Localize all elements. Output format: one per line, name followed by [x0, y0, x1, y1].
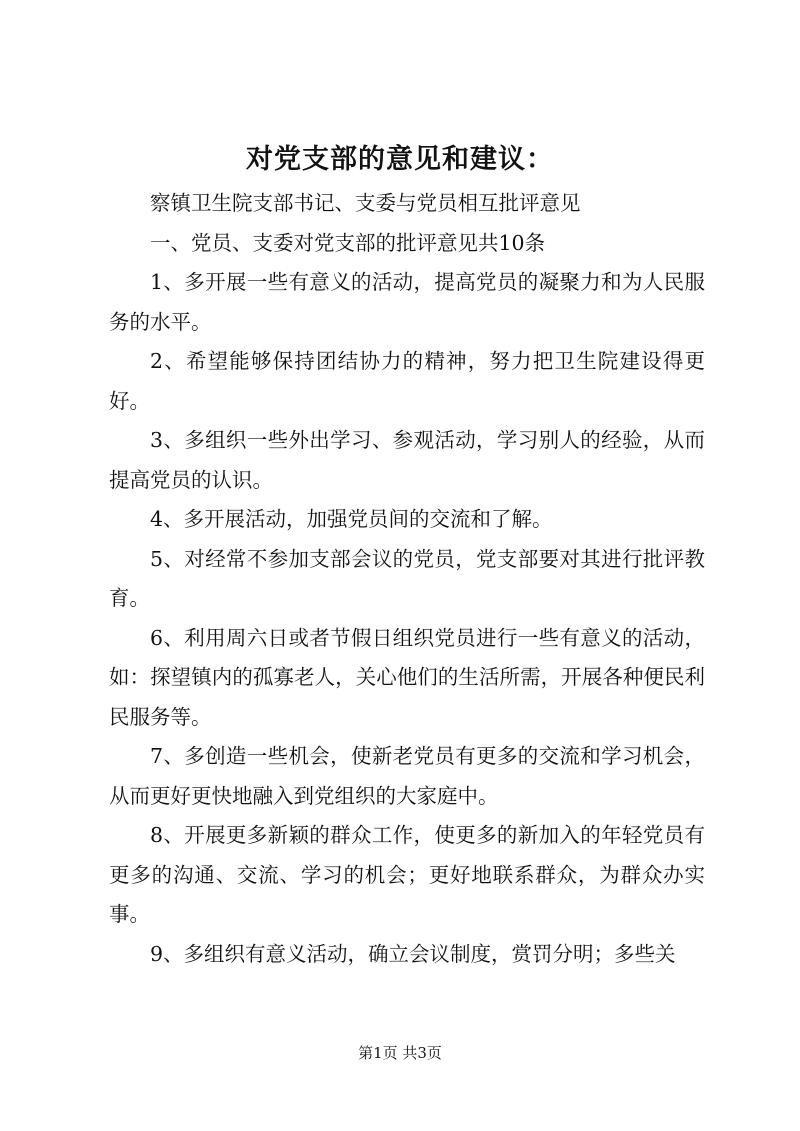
paragraph: 6、利用周六日或者节假日组织党员进行一些有意义的活动，如：探望镇内的孤寡老人，关心他们的生活所需，开展各种便民利民服务等。 [109, 625, 705, 729]
document-title: 对党支部的意见和建议： [246, 144, 554, 175]
paragraph: 3、多组织一些外出学习、参观活动，学习别人的经验，从而提高党员的认识。 [109, 428, 705, 492]
paragraph: 1、多开展一些有意义的活动，提高党员的凝聚力和为人民服务的水平。 [109, 270, 705, 334]
paragraph: 察镇卫生院支部书记、支委与党员相互批评意见 [150, 191, 581, 215]
paragraph: 一、党员、支委对党支部的批评意见共10条 [150, 230, 546, 255]
paragraph: 4、多开展活动，加强党员间的交流和了解。 [150, 507, 553, 531]
document-body [109, 184, 705, 974]
paragraph: 5、对经常不参加支部会议的党员，党支部要对其进行批评教育。 [109, 546, 705, 610]
page-number-footer: 第1页 共3页 [358, 1044, 442, 1062]
paragraph: 2、希望能够保持团结协力的精神，努力把卫生院建设得更好。 [109, 349, 705, 413]
paragraph: 8、开展更多新颖的群众工作，使更多的新加入的年轻党员有更多的沟通、交流、学习的机会；更好地联系群众，为群众办实事。 [109, 823, 705, 926]
paragraph: 7、多创造一些机会，使新老党员有更多的交流和学习机会，从而更好更快地融入到党组织的大家庭中。 [109, 744, 705, 808]
paragraph: 9、多组织有意义活动，确立会议制度，赏罚分明；多些关 [150, 941, 676, 966]
